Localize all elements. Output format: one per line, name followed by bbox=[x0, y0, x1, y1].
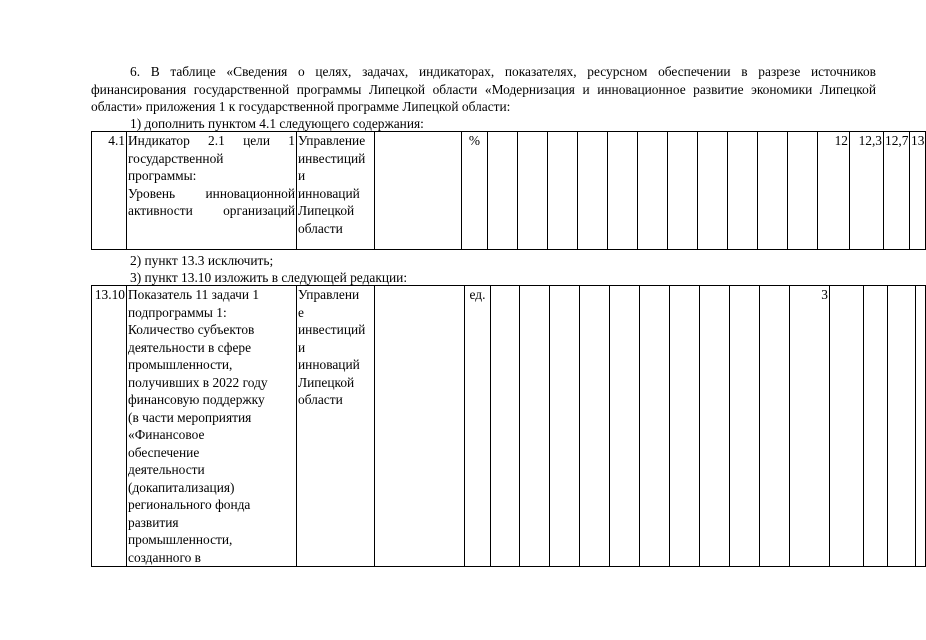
empty-cell bbox=[491, 286, 520, 567]
item-2-text: 2) пункт 13.3 исключить; bbox=[130, 253, 274, 268]
item-1-text: 1) дополнить пунктом 4.1 следующего содержания: bbox=[130, 116, 424, 131]
empty-cell bbox=[698, 132, 728, 250]
empty-cell bbox=[640, 286, 670, 567]
empty-cell bbox=[608, 132, 638, 250]
unit-of-measure: ед. bbox=[465, 286, 491, 567]
indicator-name: Показатель 11 задачи 1 подпрограммы 1: Количество субъектов деятельности в сфере промышленности, получивших в 2022 году финансовую поддержку (в части мероприятия «Финансовое обеспечение деятельности (докапитализация) регионального фонда развития промышленности, созданного в bbox=[127, 286, 297, 567]
row-number: 13.10 bbox=[92, 286, 127, 567]
empty-cell bbox=[518, 132, 548, 250]
empty-cell bbox=[864, 286, 888, 567]
value-cell: 12 bbox=[818, 132, 850, 250]
value-cell: 13 bbox=[910, 132, 926, 250]
empty-cell bbox=[638, 132, 668, 250]
empty-cell bbox=[375, 286, 465, 567]
empty-cell bbox=[730, 286, 760, 567]
empty-cell bbox=[578, 132, 608, 250]
empty-cell bbox=[830, 286, 864, 567]
empty-cell bbox=[610, 286, 640, 567]
intro-paragraph: 6. В таблице «Сведения о целях, задачах, индикаторах, показателях, ресурсном обеспечении в разрезе источников финансирования государственной программы Липецкой области «Модернизация и инновационное развитие экономики Липецкой области» приложения 1 к государственной программе Липецкой области: bbox=[91, 64, 876, 114]
indicator-name: Индикатор 2.1 цели 1 государственной программы: Уровень инновационной активности организаций bbox=[127, 132, 297, 250]
empty-cell bbox=[375, 132, 462, 250]
responsible-body: Управление инвестиций и инноваций Липецкой области bbox=[297, 132, 375, 250]
responsible-body: Управлени е инвестиций и инноваций Липецкой области bbox=[297, 286, 375, 567]
empty-cell bbox=[700, 286, 730, 567]
empty-cell bbox=[580, 286, 610, 567]
indicator-table-row-13-10 bbox=[91, 285, 926, 567]
empty-cell bbox=[668, 132, 698, 250]
value-cell: 12,3 bbox=[850, 132, 884, 250]
empty-cell bbox=[488, 132, 518, 250]
row-number: 4.1 bbox=[92, 132, 127, 250]
empty-cell bbox=[788, 132, 818, 250]
empty-cell bbox=[550, 286, 580, 567]
empty-cell bbox=[520, 286, 550, 567]
empty-cell bbox=[916, 286, 926, 567]
empty-cell bbox=[888, 286, 916, 567]
empty-cell bbox=[758, 132, 788, 250]
value-cell: 3 bbox=[790, 286, 830, 567]
indicator-table-row-4-1 bbox=[91, 131, 926, 250]
item-3-text: 3) пункт 13.10 изложить в следующей редакции: bbox=[130, 270, 408, 285]
empty-cell bbox=[728, 132, 758, 250]
empty-cell bbox=[670, 286, 700, 567]
unit-of-measure: % bbox=[462, 132, 488, 250]
empty-cell bbox=[548, 132, 578, 250]
value-cell: 12,7 bbox=[884, 132, 910, 250]
empty-cell bbox=[760, 286, 790, 567]
